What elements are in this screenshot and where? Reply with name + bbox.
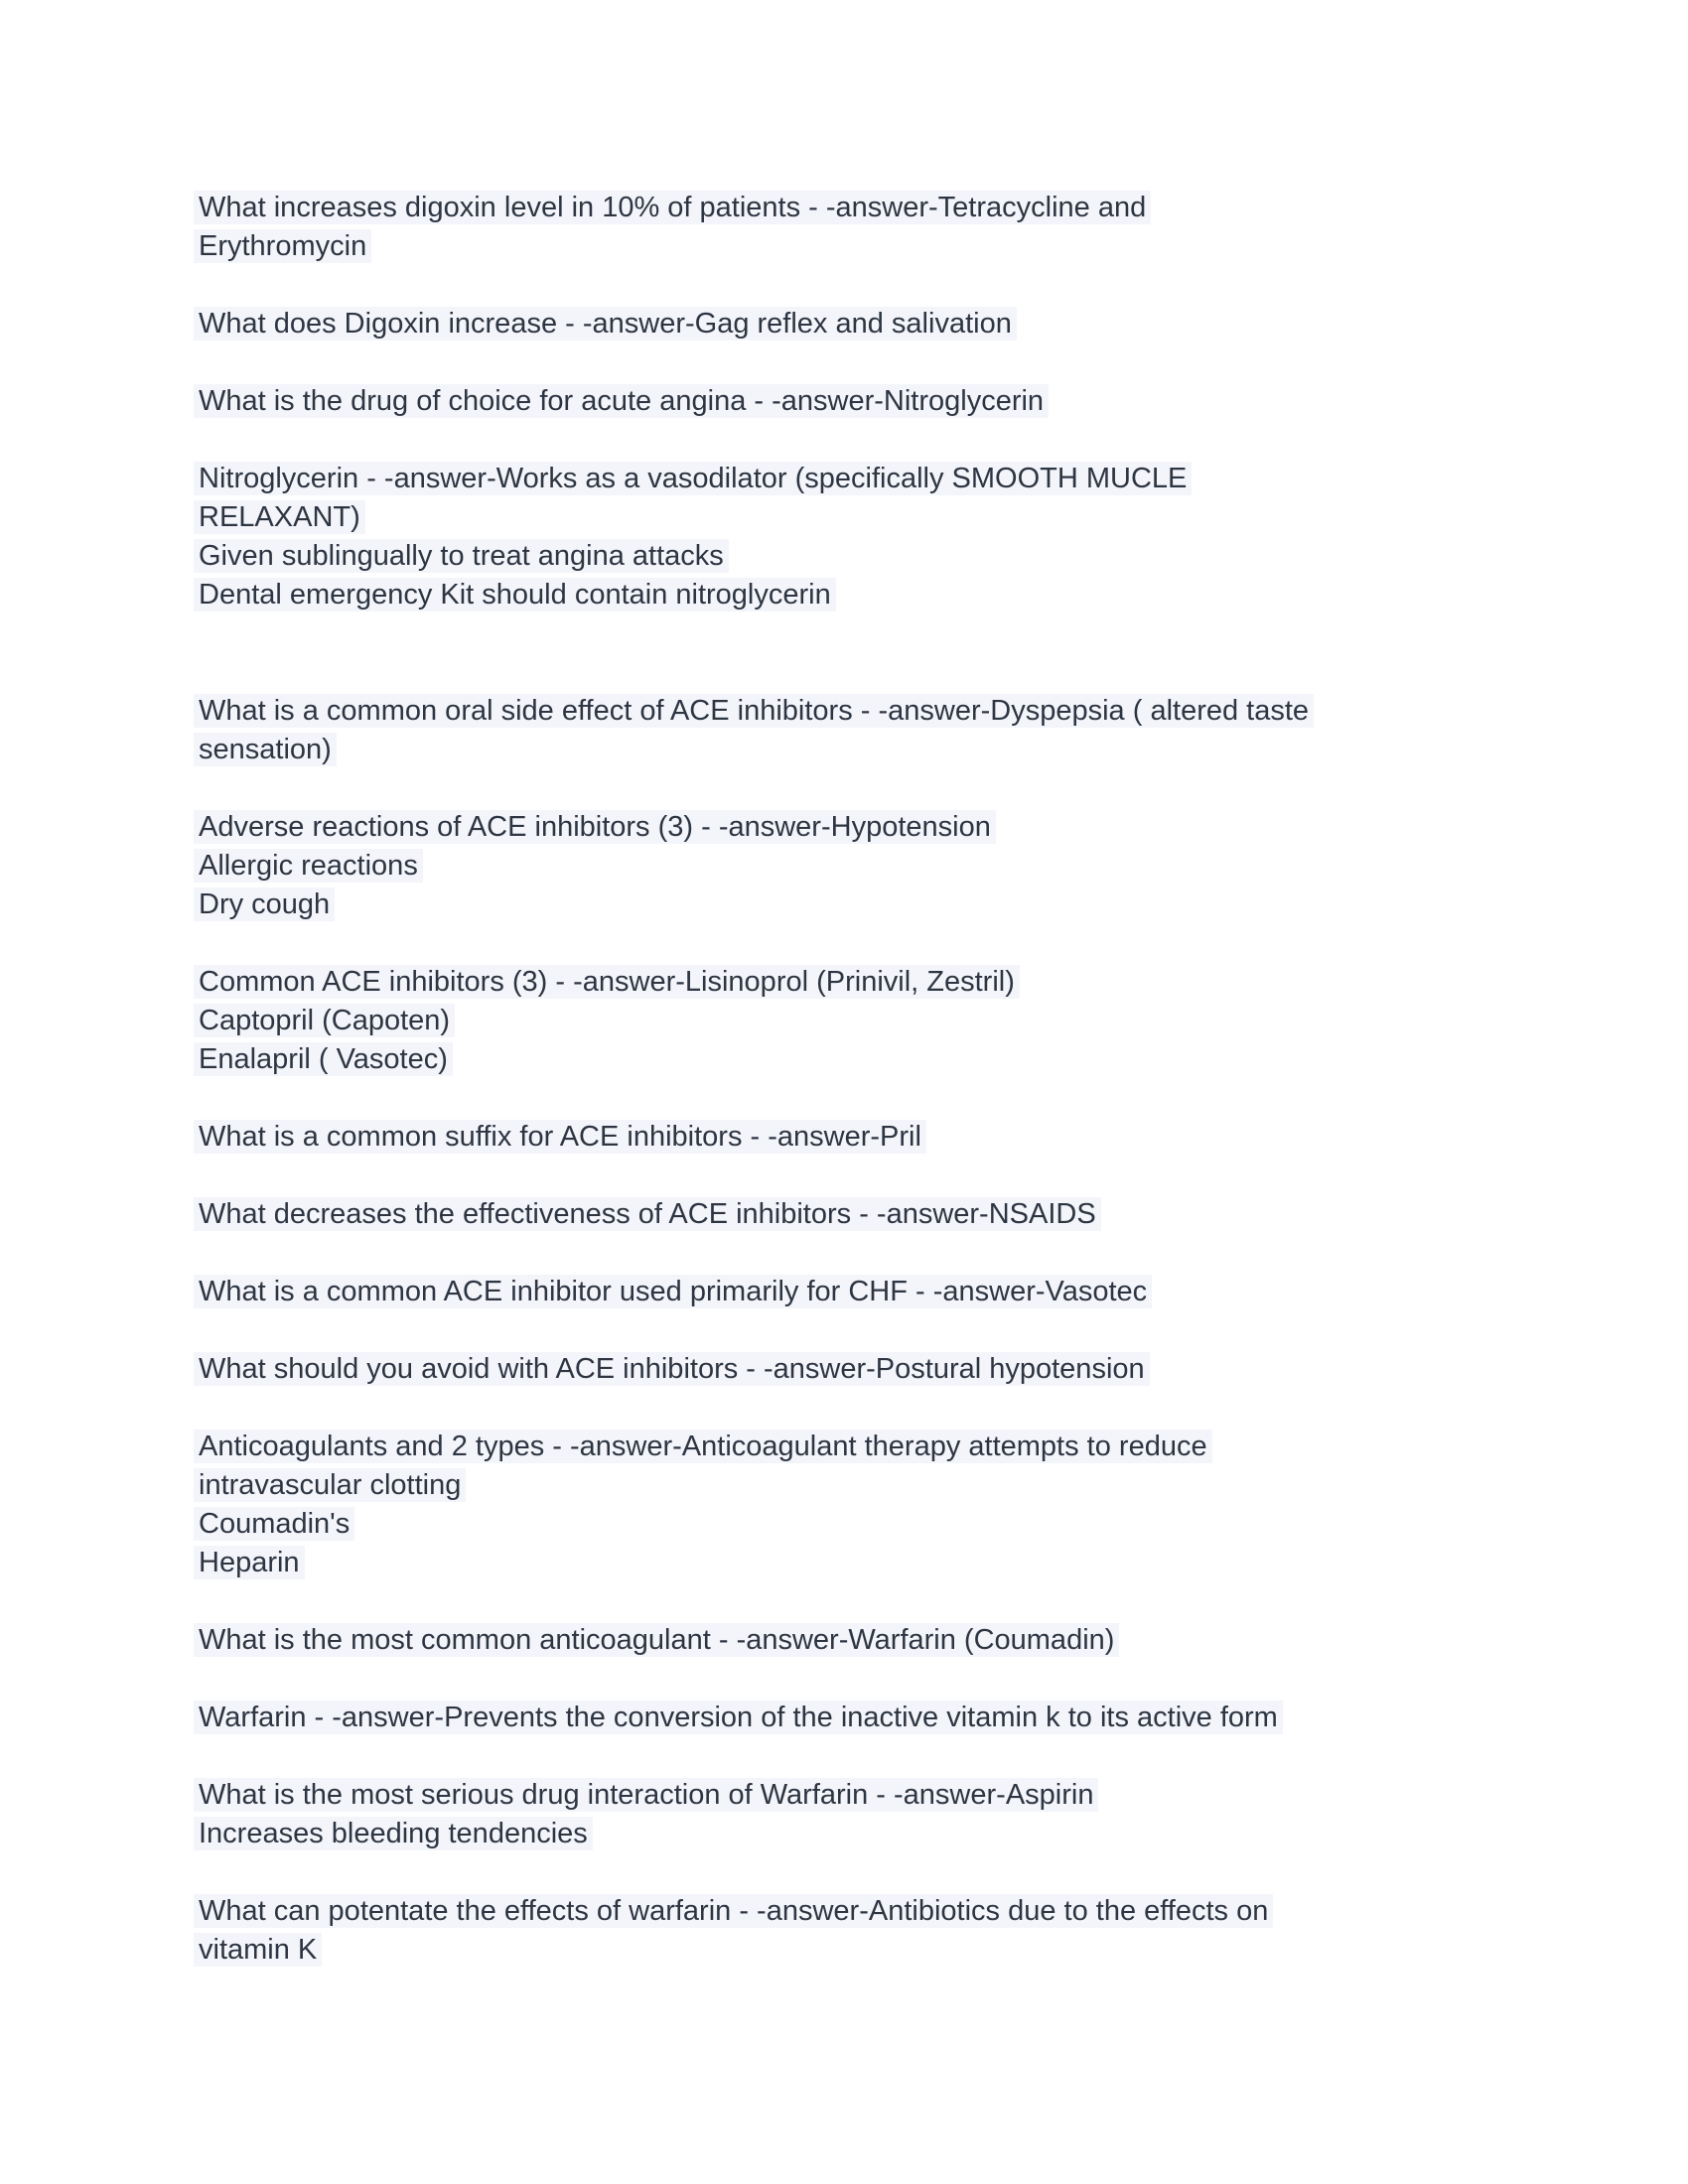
- text-line: [199, 692, 1529, 731]
- highlighted-text: Warfarin - -answer-Prevents the conversion of the inactive vitamin k to its active form: [194, 1701, 1283, 1734]
- qa-paragraph: [199, 1273, 1529, 1311]
- text-line: [199, 1040, 1529, 1079]
- text-line: [199, 1505, 1529, 1544]
- text-line: [199, 1931, 1529, 1970]
- highlighted-text: Common ACE inhibitors (3) - -answer-Lisinoprol (Prinivil, Zestril): [194, 965, 1020, 999]
- text-line: [199, 731, 1529, 769]
- text-line: [199, 1002, 1529, 1040]
- highlighted-text: Adverse reactions of ACE inhibitors (3) - -answer-Hypotension: [194, 810, 996, 844]
- highlighted-text: sensation): [194, 733, 337, 766]
- text-line: [199, 1544, 1529, 1582]
- qa-paragraph: [199, 1699, 1529, 1737]
- text-line: [199, 1428, 1529, 1466]
- text-line: [199, 963, 1529, 1002]
- text-line: [199, 847, 1529, 886]
- highlighted-text: What should you avoid with ACE inhibitors - -answer-Postural hypotension: [194, 1352, 1150, 1386]
- highlighted-text: Heparin: [194, 1546, 305, 1579]
- qa-paragraph: [199, 963, 1529, 1079]
- text-line: [199, 1195, 1529, 1234]
- qa-paragraph: [199, 1350, 1529, 1389]
- qa-paragraph: [199, 1892, 1529, 1970]
- text-line: [199, 227, 1529, 266]
- qa-paragraph: [199, 382, 1529, 421]
- highlighted-text: Enalapril ( Vasotec): [194, 1042, 453, 1076]
- text-line: [199, 1621, 1529, 1660]
- highlighted-text: What is a common ACE inhibitor used primarily for CHF - -answer-Vasotec: [194, 1275, 1152, 1308]
- text-line: [199, 498, 1529, 537]
- qa-paragraph: [199, 189, 1529, 266]
- text-line: [199, 1350, 1529, 1389]
- text-line: [199, 886, 1529, 924]
- highlighted-text: Coumadin's: [194, 1507, 354, 1541]
- text-line: [199, 305, 1529, 343]
- text-line: [199, 808, 1529, 847]
- highlighted-text: Captopril (Capoten): [194, 1004, 455, 1037]
- highlighted-text: What can potentate the effects of warfarin - -answer-Antibiotics due to the effects on: [194, 1894, 1273, 1928]
- text-line: [199, 1273, 1529, 1311]
- qa-paragraph: [199, 1195, 1529, 1234]
- highlighted-text: What is the drug of choice for acute angina - -answer-Nitroglycerin: [194, 384, 1049, 418]
- text-line: [199, 537, 1529, 576]
- text-line: [199, 1118, 1529, 1157]
- highlighted-text: What is a common suffix for ACE inhibitors - -answer-Pril: [194, 1120, 926, 1154]
- qa-paragraph: [199, 305, 1529, 343]
- text-line: [199, 1776, 1529, 1815]
- text-line: [199, 460, 1529, 498]
- text-line: [199, 1892, 1529, 1931]
- highlighted-text: Anticoagulants and 2 types - -answer-Anticoagulant therapy attempts to reduce: [194, 1430, 1212, 1463]
- qa-paragraph: [199, 1776, 1529, 1853]
- highlighted-text: What increases digoxin level in 10% of patients - -answer-Tetracycline and: [194, 191, 1151, 224]
- highlighted-text: What is a common oral side effect of ACE inhibitors - -answer-Dyspepsia ( altered taste: [194, 694, 1314, 728]
- highlighted-text: Erythromycin: [194, 229, 371, 263]
- highlighted-text: intravascular clotting: [194, 1468, 466, 1502]
- qa-paragraph: [199, 692, 1529, 769]
- highlighted-text: What is the most common anticoagulant - -answer-Warfarin (Coumadin): [194, 1623, 1119, 1657]
- highlighted-text: Dry cough: [194, 887, 335, 921]
- text-line: [199, 382, 1529, 421]
- highlighted-text: RELAXANT): [194, 500, 365, 534]
- highlighted-text: Increases bleeding tendencies: [194, 1817, 593, 1850]
- qa-paragraph: [199, 1118, 1529, 1157]
- text-line: [199, 189, 1529, 227]
- highlighted-text: What is the most serious drug interaction of Warfarin - -answer-Aspirin: [194, 1778, 1098, 1812]
- highlighted-text: vitamin K: [194, 1933, 322, 1967]
- highlighted-text: What decreases the effectiveness of ACE inhibitors - -answer-NSAIDS: [194, 1197, 1101, 1231]
- qa-paragraph: [199, 808, 1529, 924]
- highlighted-text: Dental emergency Kit should contain nitroglycerin: [194, 578, 836, 612]
- qa-paragraph: [199, 1621, 1529, 1660]
- qa-paragraph: [199, 460, 1529, 614]
- text-line: [199, 1815, 1529, 1853]
- highlighted-text: Given sublingually to treat angina attacks: [194, 539, 729, 573]
- text-line: [199, 1466, 1529, 1505]
- highlighted-text: What does Digoxin increase - -answer-Gag reflex and salivation: [194, 307, 1017, 341]
- text-line: [199, 576, 1529, 614]
- qa-paragraph: [199, 1428, 1529, 1582]
- highlighted-text: Nitroglycerin - -answer-Works as a vasodilator (specifically SMOOTH MUCLE: [194, 462, 1192, 495]
- highlighted-text: Allergic reactions: [194, 849, 423, 883]
- text-line: [199, 1699, 1529, 1737]
